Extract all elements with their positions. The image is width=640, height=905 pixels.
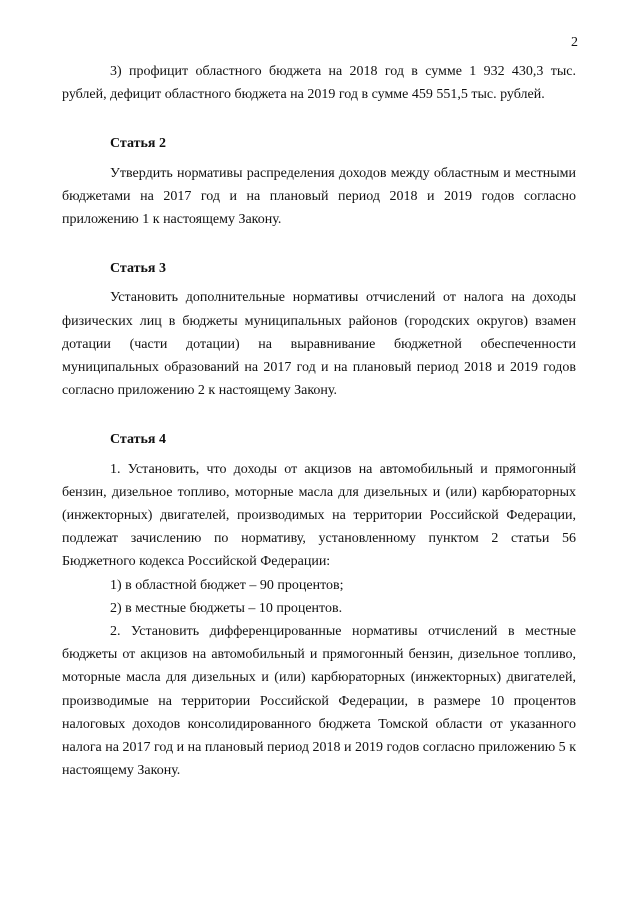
article-4-paragraph-2: 2. Установить дифференцированные нормативы отчислений в местные бюджеты от акцизов на автомобильный и прямогонный бензин, дизельное топливо, моторные масла для дизельных и (или) карбюраторных (инжекторных) двигателей, производимые на территории Российской Федерации, в размере 10 процентов налоговых доходов консолидированного бюджета Томской области от указанного налога на 2017 год и на плановый период 2018 и 2019 годов согласно приложению 5 к настоящему Закону.	[62, 624, 576, 779]
article-4-list-item-1: 1) в областной бюджет – 90 процентов;	[110, 577, 344, 593]
article-3-paragraph: Установить дополнительные нормативы отчислений от налога на доходы физических лиц в бюджеты муниципальных районов (городских округов) взамен дотации (части дотации) на выравнивание бюджетной обеспеченности муниципальных образований на 2017 год и на плановый период 2018 и 2019 годов согласно приложению 2 к настоящему Закону.	[62, 290, 576, 399]
article-2-paragraph: Утвердить нормативы распределения доходов между областным и местными бюджетами на 2017 год и на плановый период 2018 и 2019 годов согласно приложению 1 к настоящему Закону.	[62, 165, 576, 228]
intro-paragraph: 3) профицит областного бюджета на 2018 год в сумме 1 932 430,3 тыс. рублей, дефицит областного бюджета на 2019 год в сумме 459 551,5 тыс. рублей.	[62, 64, 576, 103]
document-body	[62, 60, 576, 782]
article-4-list-item-2: 2) в местные бюджеты – 10 процентов.	[110, 600, 343, 616]
article-2-heading: Статья 2	[110, 136, 166, 152]
article-3-heading: Статья 3	[110, 261, 166, 277]
article-4-heading: Статья 4	[110, 432, 166, 448]
article-4-paragraph-1: 1. Установить, что доходы от акцизов на автомобильный и прямогонный бензин, дизельное топливо, моторные масла для дизельных и (или) карбюраторных (инжекторных) двигателей, производимых на территории Российской Федерации, подлежат зачислению по нормативу, установленному пунктом 2 статьи 56 Бюджетного кодекса Российской Федерации:	[62, 461, 576, 570]
page-number: 2	[571, 35, 578, 50]
